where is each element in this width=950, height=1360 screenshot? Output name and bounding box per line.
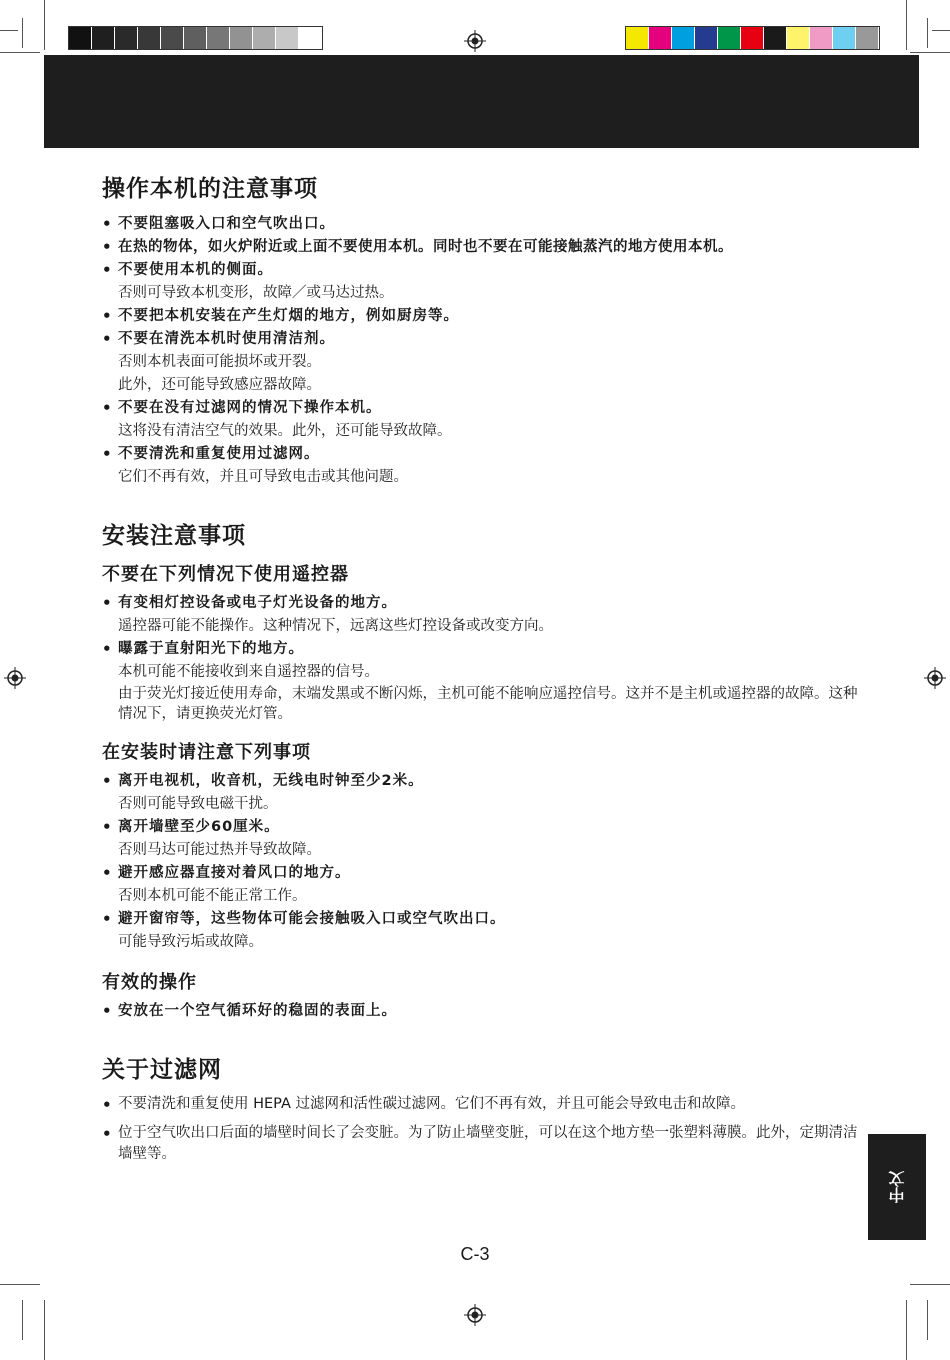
crop-mark [22,18,23,48]
list-item [102,592,862,638]
subsection-title: 不要在下列情况下使用遥控器 [102,564,349,585]
color-swatch [69,27,92,49]
precaution-list [102,770,862,954]
color-swatch [299,27,322,49]
item-heading: • 离开墙壁至少60厘米。 [118,819,280,835]
crop-mark [0,1284,40,1285]
color-swatch [856,27,879,49]
item-note: 它们不再有效，并且可导致电击或其他问题。 [118,469,408,485]
language-tab [868,1134,926,1240]
item-note: 否则可能导致电磁干扰。 [118,796,278,812]
list-item [102,816,862,862]
color-swatch [92,27,115,49]
list-item [102,1000,862,1023]
subsection-title: 在安装时请注意下列事项 [102,742,311,763]
registration-mark-icon [464,30,486,52]
list-item [102,259,862,305]
section-title: 操作本机的注意事项 [102,176,318,202]
list-item [102,328,862,397]
list-item [102,1094,862,1115]
item-note: 否则本机可能不能正常工作。 [118,888,307,904]
item-note: 否则马达可能过热并导致故障。 [118,842,321,858]
color-swatch [787,27,810,49]
item-heading: • 不要阻塞吸入口和空气吹出口。 [118,216,335,232]
precaution-list [102,213,862,489]
list-item [102,397,862,443]
item-heading: • 离开电视机，收音机，无线电时钟至少2米。 [118,773,424,789]
color-swatch [695,27,718,49]
color-swatch [764,27,787,49]
color-swatch [184,27,207,49]
item-heading: • 不要把本机安装在产生灯烟的地方，例如厨房等。 [118,308,459,324]
page-number: C-3 [460,1244,490,1264]
list-item [102,908,862,954]
list-item [102,770,862,816]
item-note: 此外，还可能导致感应器故障。 [118,377,321,393]
item-note: 否则本机表面可能损坏或开裂。 [118,354,321,370]
item-note: 本机可能不能接收到来自遥控器的信号。 [118,664,379,680]
registration-mark-icon [924,667,946,689]
item-heading: • 不要清洗和重复使用过滤网。 [118,446,320,462]
item-heading: • 不要使用本机的侧面。 [118,262,273,278]
item-text: • 位于空气吹出口后面的墙壁时间长了会变脏。为了防止墙壁变脏，可以在这个地方垫一张塑料薄膜。此外，定期清洁墙壁等。 [118,1125,858,1162]
crop-mark [44,0,45,50]
section-title: 安装注意事项 [102,523,246,549]
item-heading: • 曝露于直射阳光下的地方。 [118,641,304,657]
item-heading: • 避开感应器直接对着风口的地方。 [118,865,351,881]
crop-mark [44,1300,45,1360]
list-item [102,213,862,236]
registration-mark-icon [464,1304,486,1326]
item-heading: • 安放在一个空气循环好的稳固的表面上。 [118,1003,397,1019]
header-bar [44,55,919,148]
item-heading: • 有变相灯控设备或电子灯光设备的地方。 [118,595,397,611]
item-heading: • 不要在清洗本机时使用清洁剂。 [118,331,335,347]
color-swatch [276,27,299,49]
color-swatch [230,27,253,49]
crop-mark [0,30,18,31]
item-note: 遥控器可能不能操作。这种情况下，远离这些灯控设备或改变方向。 [118,618,553,634]
crop-mark [22,1300,23,1340]
crop-mark [0,52,40,53]
subsection-title: 有效的操作 [102,972,197,993]
list-item [102,862,862,908]
item-note: 可能导致污垢或故障。 [118,934,263,950]
precaution-list [102,1000,862,1023]
list-item [102,236,862,259]
crop-mark [906,1300,907,1360]
color-swatch [718,27,741,49]
item-note: 否则可导致本机变形，故障／或马达过热。 [118,285,394,301]
color-swatch [253,27,276,49]
color-swatch [833,27,856,49]
grayscale-swatch-strip [68,26,323,50]
list-item [102,305,862,328]
filter-notes-list [102,1094,862,1165]
color-swatch [672,27,695,49]
crop-mark [906,0,907,50]
color-swatch [649,27,672,49]
item-heading: • 避开窗帘等，这些物体可能会接触吸入口或空气吹出口。 [118,911,506,927]
precaution-list [102,592,862,724]
color-swatch [741,27,764,49]
crop-mark [910,1284,950,1285]
color-swatch [626,27,649,49]
crop-mark [932,30,950,31]
language-tab-label: 中文 [887,1171,907,1203]
section-title: 关于过滤网 [102,1057,222,1083]
crop-mark [910,52,950,53]
list-item [102,638,862,724]
color-swatch [138,27,161,49]
item-note: 这将没有清洁空气的效果。此外，还可能导致故障。 [118,423,452,439]
color-swatch [115,27,138,49]
list-item [102,1123,862,1165]
list-item [102,443,862,489]
color-swatch [207,27,230,49]
color-swatch [810,27,833,49]
color-swatch [161,27,184,49]
registration-mark-icon [4,667,26,689]
color-swatch-strip [625,26,880,50]
crop-mark [927,1300,928,1340]
item-heading: • 在热的物体，如火炉附近或上面不要使用本机。同时也不要在可能接触蒸汽的地方使用本机。 [118,239,733,255]
item-note: 由于荧光灯接近使用寿命，末端发黑或不断闪烁，主机可能不能响应遥控信号。这并不是主机或遥控器的故障。这种情况下，请更换荧光灯管。 [118,686,858,722]
item-text: • 不要清洗和重复使用 HEPA 过滤网和活性碳过滤网。它们不再有效，并且可能会导致电击和故障。 [118,1096,746,1112]
page-content [102,170,862,1173]
crop-mark [927,18,928,48]
item-heading: • 不要在没有过滤网的情况下操作本机。 [118,400,382,416]
